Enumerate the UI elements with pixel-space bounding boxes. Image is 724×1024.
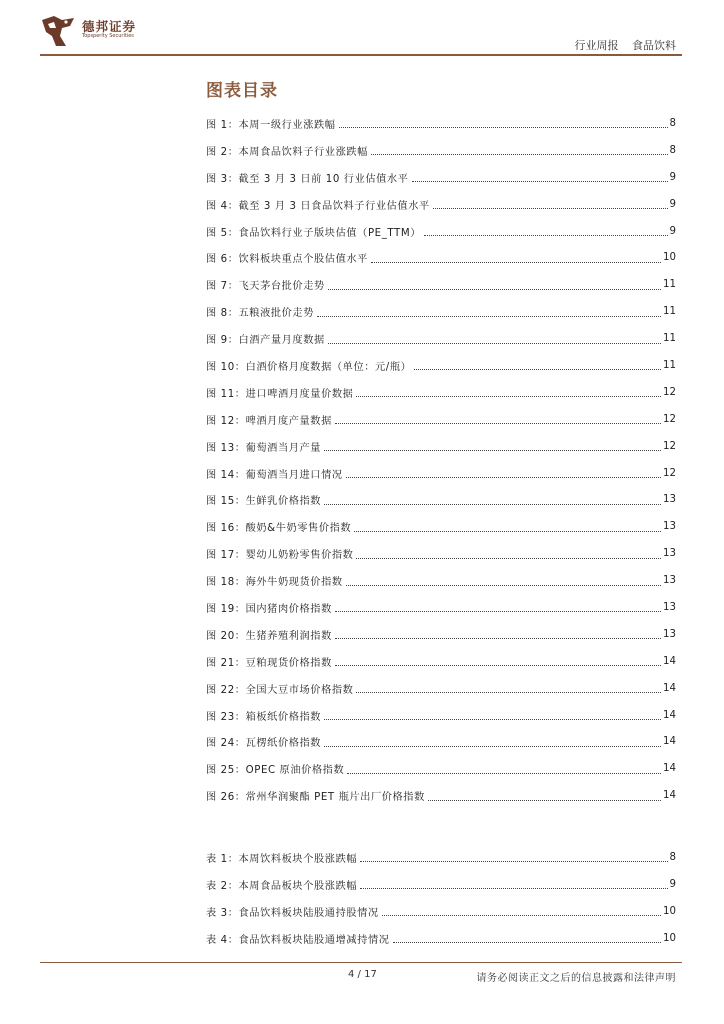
leader-dots — [356, 691, 661, 693]
toc-figure-entry[interactable] — [206, 352, 676, 379]
toc-figure-entry-page: 9 — [669, 171, 676, 183]
leader-dots — [354, 530, 661, 532]
toc-figure-entry-label: 图 7：飞天茅台批价走势 — [206, 281, 325, 293]
page-number: 4 / 17 — [348, 969, 377, 980]
toc-figure-entry-page: 14 — [663, 763, 676, 775]
leader-dots — [328, 342, 661, 344]
toc-title: 图表目录 — [206, 81, 278, 101]
company-logo-icon — [40, 14, 76, 48]
leader-dots — [382, 914, 661, 916]
leader-dots — [324, 718, 661, 720]
leader-dots — [371, 153, 668, 155]
toc-figure-entry-label: 图 4：截至 3 月 3 日食品饮料子行业估值水平 — [206, 200, 430, 212]
leader-dots — [317, 315, 661, 317]
toc-table-entry[interactable] — [206, 871, 676, 898]
header-divider — [40, 54, 682, 56]
toc-table-entry-label: 表 4：食品饮料板块陆股通增减持情况 — [206, 934, 390, 946]
toc-table-entry[interactable] — [206, 925, 676, 952]
leader-dots — [335, 664, 661, 666]
toc-figure-entry-label: 图 18：海外牛奶现货价指数 — [206, 577, 343, 589]
toc-figure-entry[interactable] — [206, 486, 676, 513]
report-category — [565, 37, 677, 53]
leader-dots — [412, 180, 668, 182]
toc-table-entry-page: 9 — [669, 878, 676, 890]
toc-figure-entry-page: 9 — [669, 198, 676, 210]
figure-list — [206, 110, 676, 809]
toc-figure-entry[interactable] — [206, 460, 676, 487]
toc-figure-entry-label: 图 20：生猪养殖利润指数 — [206, 630, 332, 642]
toc-figure-entry[interactable] — [206, 540, 676, 567]
leader-dots — [414, 368, 661, 370]
toc-figure-entry[interactable] — [206, 325, 676, 352]
leader-dots — [328, 288, 661, 290]
toc-figure-entry-page: 11 — [663, 333, 676, 345]
toc-figure-entry-page: 11 — [663, 306, 676, 318]
toc-figure-entry-page: 14 — [663, 736, 676, 748]
leader-dots — [335, 610, 661, 612]
toc-figure-entry-page: 11 — [663, 359, 676, 371]
leader-dots — [324, 449, 661, 451]
toc-figure-entry[interactable] — [206, 137, 676, 164]
toc-figure-entry-label: 图 1：本周一级行业涨跌幅 — [206, 119, 336, 131]
toc-figure-entry-label: 图 11：进口啤酒月度量价数据 — [206, 388, 354, 400]
toc-figure-entry[interactable] — [206, 513, 676, 540]
toc-figure-entry-page: 8 — [669, 117, 676, 129]
toc-figure-entry-label: 图 26：常州华润聚酯 PET 瓶片出厂价格指数 — [206, 792, 425, 804]
toc-figure-entry-page: 12 — [663, 386, 676, 398]
toc-figure-entry-page: 13 — [663, 494, 676, 506]
toc-figure-entry[interactable] — [206, 379, 676, 406]
leader-dots — [347, 772, 661, 774]
company-name-cn: 德邦证券 — [82, 19, 137, 34]
toc-figure-entry-label: 图 25：OPEC 原油价格指数 — [206, 765, 345, 777]
toc-figure-entry-page: 11 — [663, 279, 676, 291]
toc-figure-entry-label: 图 9：白酒产量月度数据 — [206, 335, 325, 347]
toc-figure-entry-label: 图 16：酸奶&牛奶零售价指数 — [206, 523, 352, 535]
toc-figure-entry-label: 图 15：生鲜乳价格指数 — [206, 496, 322, 508]
leader-dots — [346, 476, 661, 478]
toc-figure-entry-label: 图 10：白酒价格月度数据（单位：元/瓶） — [206, 361, 412, 373]
toc-figure-entry-page: 13 — [663, 601, 676, 613]
toc-figure-entry-page: 13 — [663, 548, 676, 560]
toc-figure-entry[interactable] — [206, 675, 676, 702]
toc-figure-entry-label: 图 21：豆粕现货价格指数 — [206, 657, 332, 669]
toc-table-entry[interactable] — [206, 844, 676, 871]
toc-figure-entry-label: 图 22：全国大豆市场价格指数 — [206, 684, 354, 696]
toc-table-entry-page: 10 — [663, 932, 676, 944]
toc-figure-entry-page: 10 — [663, 252, 676, 264]
toc-figure-entry-page: 8 — [669, 144, 676, 156]
toc-figure-entry[interactable] — [206, 191, 676, 218]
toc-table-entry-label: 表 3：食品饮料板块陆股通持股情况 — [206, 907, 379, 919]
toc-figure-entry[interactable] — [206, 110, 676, 137]
leader-dots — [428, 799, 661, 801]
toc-figure-entry-page: 14 — [663, 682, 676, 694]
leader-dots — [360, 887, 667, 889]
toc-figure-entry-page: 12 — [663, 440, 676, 452]
toc-figure-entry[interactable] — [206, 406, 676, 433]
toc-figure-entry[interactable] — [206, 755, 676, 782]
toc-figure-entry-label: 图 19：国内猪肉价格指数 — [206, 603, 332, 615]
toc-figure-entry[interactable] — [206, 567, 676, 594]
toc-table-entry-page: 8 — [669, 851, 676, 863]
leader-dots — [324, 745, 661, 747]
toc-figure-entry-label: 图 3：截至 3 月 3 日前 10 行业估值水平 — [206, 173, 409, 185]
toc-figure-entry[interactable] — [206, 728, 676, 755]
leader-dots — [393, 941, 662, 943]
toc-figure-entry[interactable] — [206, 782, 676, 809]
table-list — [206, 844, 676, 952]
toc-figure-entry-label: 图 17：婴幼儿奶粉零售价指数 — [206, 550, 354, 562]
toc-figure-entry-label: 图 2：本周食品饮料子行业涨跌幅 — [206, 146, 368, 158]
toc-figure-entry[interactable] — [206, 594, 676, 621]
leader-dots — [346, 584, 661, 586]
toc-figure-entry[interactable] — [206, 271, 676, 298]
toc-table-entry-page: 10 — [663, 905, 676, 917]
toc-figure-entry-page: 13 — [663, 628, 676, 640]
leader-dots — [335, 637, 661, 639]
leader-dots — [356, 395, 661, 397]
toc-table-entry-label: 表 1：本周饮料板块个股涨跌幅 — [206, 853, 358, 865]
report-type: 行业周报 — [574, 39, 619, 52]
toc-figure-entry-page: 12 — [663, 467, 676, 479]
toc-figure-entry-label: 图 14：葡萄酒当月进口情况 — [206, 469, 343, 481]
toc-figure-entry[interactable] — [206, 621, 676, 648]
leader-dots — [335, 422, 661, 424]
toc-figure-entry[interactable] — [206, 244, 676, 271]
page-header — [0, 0, 724, 56]
toc-figure-entry-page: 12 — [663, 413, 676, 425]
leader-dots — [324, 503, 661, 505]
company-name-en: Topsperity Securities — [82, 33, 134, 39]
toc-figure-entry-page: 13 — [663, 575, 676, 587]
toc-figure-entry-label: 图 6：饮料板块重点个股估值水平 — [206, 254, 368, 266]
toc-figure-entry[interactable] — [206, 218, 676, 245]
toc-table-entry-label: 表 2：本周食品板块个股涨跌幅 — [206, 880, 358, 892]
leader-dots — [433, 207, 668, 209]
toc-figure-entry-label: 图 12：啤酒月度产量数据 — [206, 415, 332, 427]
toc-figure-entry[interactable] — [206, 433, 676, 460]
toc-figure-entry[interactable] — [206, 298, 676, 325]
toc-figure-entry-page: 14 — [663, 790, 676, 802]
toc-figure-entry-label: 图 24：瓦楞纸价格指数 — [206, 738, 322, 750]
leader-dots — [356, 557, 661, 559]
leader-dots — [339, 126, 668, 128]
leader-dots — [424, 234, 667, 236]
leader-dots — [371, 261, 661, 263]
toc-figure-entry-label: 图 8：五粮液批价走势 — [206, 308, 315, 320]
toc-figure-entry-label: 图 5：食品饮料行业子版块估值（PE_TTM） — [206, 227, 422, 239]
toc-figure-entry-page: 9 — [669, 225, 676, 237]
toc-figure-entry-page: 13 — [663, 521, 676, 533]
report-sector: 食品饮料 — [632, 39, 676, 52]
footer-divider — [40, 962, 682, 963]
toc-figure-entry[interactable] — [206, 648, 676, 675]
toc-figure-entry[interactable] — [206, 164, 676, 191]
toc-figure-entry-page: 14 — [663, 655, 676, 667]
toc-table-entry[interactable] — [206, 898, 676, 925]
toc-figure-entry-label: 图 23：箱板纸价格指数 — [206, 711, 322, 723]
toc-figure-entry[interactable] — [206, 702, 676, 729]
toc-figure-entry-page: 14 — [663, 709, 676, 721]
leader-dots — [360, 860, 667, 862]
legal-disclaimer: 请务必阅读正文之后的信息披露和法律声明 — [476, 973, 676, 984]
toc-figure-entry-label: 图 13：葡萄酒当月产量 — [206, 442, 322, 454]
